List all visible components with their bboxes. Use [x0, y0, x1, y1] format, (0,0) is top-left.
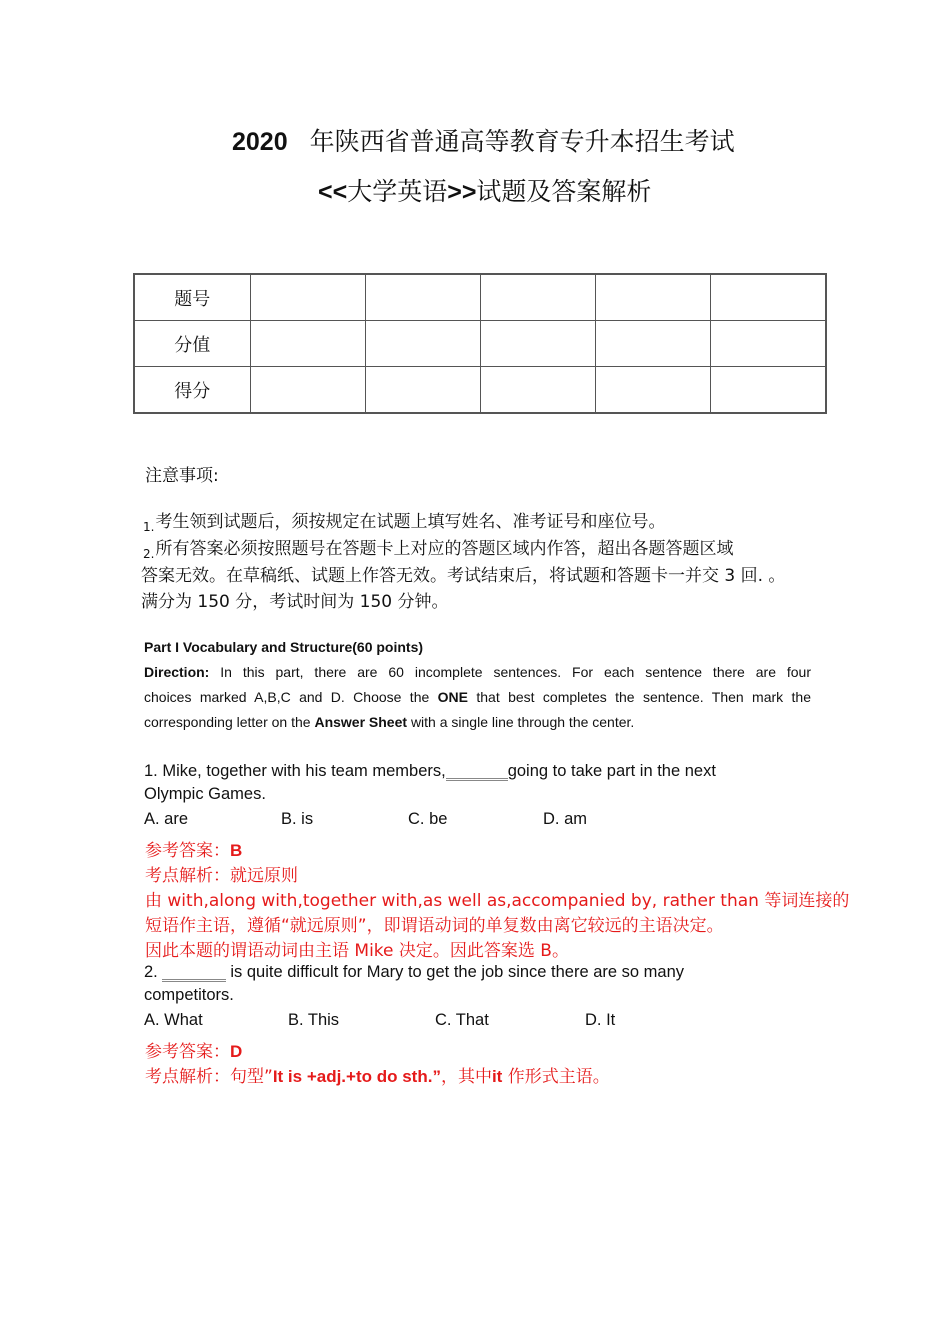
notice-heading: 注意事项:	[145, 466, 219, 486]
row-label: 得分	[134, 367, 250, 414]
notice-item-1: $_{1.}$考生领到试题后，须按规定在试题上填写姓名、准考证号和座位号。	[143, 512, 666, 534]
table-cell	[480, 274, 595, 321]
q1-option-b: B. is	[281, 810, 314, 828]
score-table	[133, 273, 827, 414]
q2-option-b: B. This	[288, 1011, 340, 1029]
table-row	[134, 274, 826, 321]
q1-explain-line-3: 因此本题的谓语动词由主语 Mike 决定。因此答案选 B。	[145, 941, 569, 961]
answer-blank	[446, 760, 508, 781]
table-cell	[595, 321, 710, 367]
table-cell	[595, 367, 710, 414]
row-label: 分值	[134, 321, 250, 367]
table-cell	[480, 367, 595, 414]
table-cell	[710, 274, 826, 321]
q1-answer: 参考答案：B	[145, 841, 243, 861]
notice-item-2-line2: 答案无效。在草稿纸、试题上作答无效。考试结束后，将试题和答题卡一并交 3 回. 。	[141, 566, 786, 586]
direction-line-3: corresponding letter on the Answer Sheet with a single line through the center.	[144, 714, 635, 730]
q1-option-d: D. am	[543, 810, 588, 828]
part-heading: Part I Vocabulary and Structure(60 points)	[144, 639, 424, 655]
table-cell	[365, 367, 480, 414]
q2-answer: 参考答案：D	[145, 1042, 243, 1062]
notice-item-2-line3: 满分为 150 分，考试时间为 150 分钟。	[141, 592, 449, 612]
table-cell	[365, 274, 480, 321]
table-cell	[595, 274, 710, 321]
table-cell	[250, 367, 365, 414]
q1-explain-line-1: 由 with,along with,together with,as well as,accompanied by, rather than 等词连接的	[145, 891, 850, 911]
q1-analysis: 考点解析：就远原则	[145, 866, 298, 886]
table-cell	[365, 321, 480, 367]
page-title: 2020 年陕西省普通高等教育专升本招生考试	[232, 127, 735, 156]
row-label: 题号	[134, 274, 250, 321]
table-cell	[710, 367, 826, 414]
table-cell	[250, 321, 365, 367]
q2-analysis: 考点解析：句型”It is +adj.+to do sth.”，其中it 作形式主语。	[145, 1067, 610, 1087]
table-row	[134, 321, 826, 367]
direction-line-2: choices marked A,B,C and D. Choose the ONE that best completes the sentence. Then mark the	[144, 689, 811, 705]
q1-option-c: C. be	[408, 810, 448, 828]
page-subtitle: <<大学英语>>试题及答案解析	[318, 177, 652, 206]
q2-option-d: D. It	[585, 1011, 616, 1029]
q1-option-a: A. are	[144, 810, 189, 828]
answer-blank	[162, 961, 226, 982]
question-2-stem-line2: competitors.	[144, 986, 234, 1004]
q1-explain-line-2: 短语作主语，遵循“就远原则”，即谓语动词的单复数由离它较远的主语决定。	[145, 916, 724, 936]
q2-option-a: A. What	[144, 1011, 203, 1029]
table-cell	[250, 274, 365, 321]
table-cell	[710, 321, 826, 367]
q2-option-c: C. That	[435, 1011, 489, 1029]
table-row	[134, 367, 826, 414]
question-1-stem: 1. Mike, together with his team members, going to take part in the next	[144, 762, 716, 780]
question-2-stem: 2. is quite difficult for Mary to get the job since there are so many	[144, 963, 685, 981]
direction-line-1: Direction: In this part, there are 60 incomplete sentences. For each sentence there are four	[144, 664, 811, 680]
question-1-stem-line2: Olympic Games.	[144, 785, 266, 803]
table-cell	[480, 321, 595, 367]
notice-item-2: $_{2.}$所有答案必须按照题号在答题卡上对应的答题区域内作答，超出各题答题区域	[143, 539, 734, 561]
